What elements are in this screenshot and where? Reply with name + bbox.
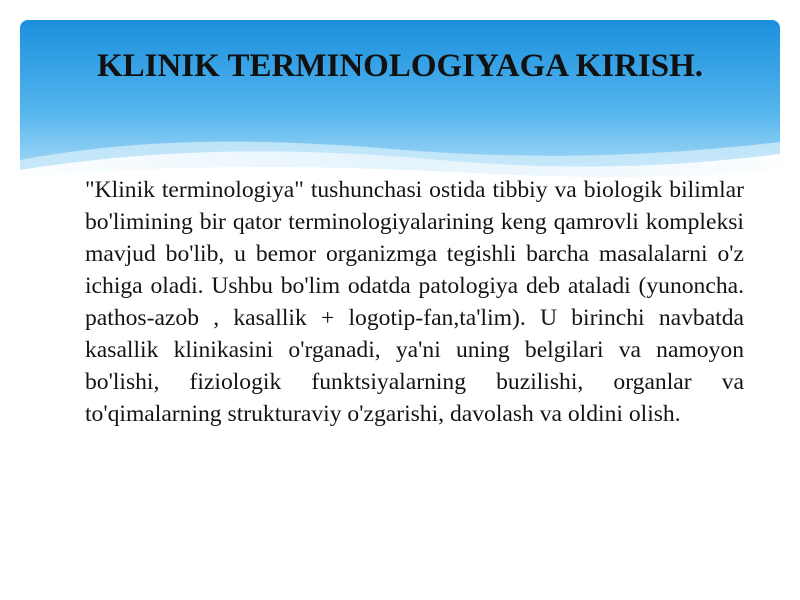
- slide-body-paragraph: "Klinik terminologiya" tushunchasi ostida tibbiy va biologik bilimlar bo'limining bir qator terminologiyalarining keng qamrovli kompleksi mavjud bo'lib, u bemor organizmga tegishli barcha masalalarni o'z ichiga oladi. Ushbu bo'lim odatda patologiya deb ataladi (yunoncha. pathos-azob , kasallik + logotip-fan,ta'lim). U birinchi navbatda kasallik klinikasini o'rganadi, ya'ni uning belgilari va namoyon bo'lishi, fiziologik funktsiyalarning buzilishi, organlar va to'qimalarning strukturaviy o'zgarishi, davolash va oldini olish.: [85, 177, 744, 427]
- slide-title: KLINIK TERMINOLOGIYAGA KIRISH.: [96, 48, 704, 84]
